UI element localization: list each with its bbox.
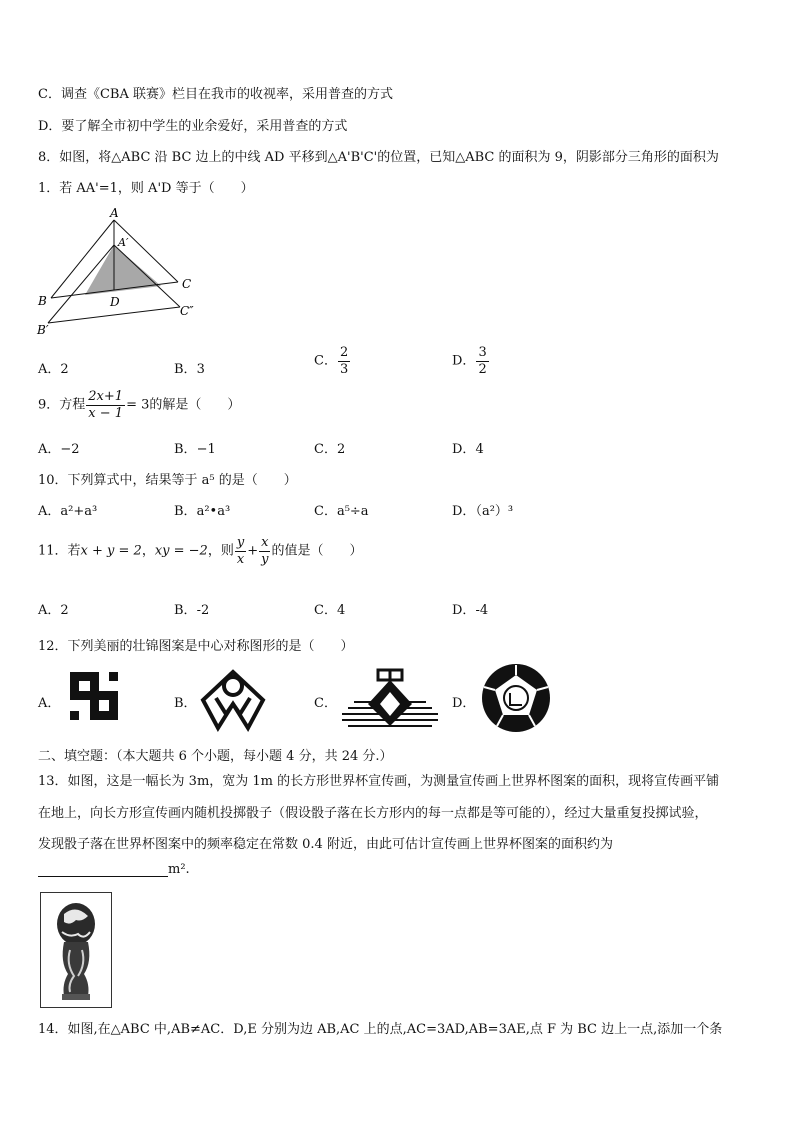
q8-stem-line2: 1．若 AA'=1，则 A'D 等于（ ） [38,181,254,196]
answer-blank[interactable] [38,862,168,877]
q10-stem: 10．下列算式中，结果等于 a⁵ 的是（ ） [38,473,297,488]
q9-option-b[interactable]: B．−1 [174,442,216,457]
q13-answer-line [38,862,190,877]
q12-option-b-label[interactable]: B． [174,696,197,711]
prev-option-d: D．要了解全市初中学生的业余爱好，采用普查的方式 [38,119,348,134]
q9-prefix: 9．方程 [38,397,86,413]
q12-pattern-c[interactable] [338,664,442,734]
q10-option-b[interactable]: B．a²•a³ [174,504,231,519]
option-letter: D． [452,353,476,369]
unit: m². [168,862,190,877]
q9-option-a[interactable]: A．−2 [38,442,80,457]
q11-fraction-2: $\frac{x}{y}$ [261,535,269,567]
label-B: B [38,294,47,308]
option-letter: B． [174,362,197,377]
fraction: $\frac{3}{2}$ [478,345,487,377]
q11-fraction-1: $\frac{y}{x}$ [236,535,245,567]
q11-option-d[interactable]: D．-4 [452,603,489,618]
q9-stem [38,390,240,420]
section-2-heading: 二、填空题：（本大题共 6 个小题，每小题 4 分，共 24 分.） [38,749,393,764]
label-C-double-prime: C″ [180,304,194,318]
q11-option-b[interactable]: B．-2 [174,603,210,618]
q12-stem: 12．下列美丽的壮锦图案是中心对称图形的是（ ） [38,639,354,654]
q14-line1: 14．如图,在△ABC 中,AB≠AC．D,E 分别为边 AB,AC 上的点,AC=3AD,AB=3AE,点 F 为 BC 边上一点,添加一个条 [38,1022,723,1037]
q8-option-a[interactable] [38,358,69,377]
q13-line1: 13．如图，这是一幅长为 3m，宽为 1m 的长方形世界杯宣传画，为测量宣传画上世界杯图案的面积，现将宣传画平铺 [38,774,720,789]
q12-option-d-label[interactable]: D． [452,696,476,711]
q9-option-d[interactable]: D．4 [452,442,484,457]
fraction: $\frac{2}{3}$ [339,345,349,377]
q8-option-c[interactable] [314,346,351,376]
q8-option-d[interactable] [452,346,490,376]
option-value: 3 [196,362,205,377]
q12-option-a-label[interactable]: A． [38,696,61,711]
q13-line3: 发现骰子落在世界杯图案中的频率稳定在常数 0.4 附近，由此可估计宣传画上世界杯图案的面积约为 [38,837,613,852]
q9-suffix: 的解是（ ） [149,397,241,413]
option-letter: A． [38,362,61,377]
q12-pattern-b[interactable] [196,664,270,734]
q13-line2: 在地上，向长方形宣传画内随机投掷骰子（假设骰子落在长方形内的每一点都是等可能的），经过大量重复投掷试验， [38,806,708,821]
q10-option-a[interactable]: A．a²+a³ [38,504,98,519]
option-letter: C． [314,353,337,369]
label-B-prime: B′ [37,323,49,337]
q12-option-c-label[interactable]: C． [314,696,337,711]
q8-stem-line1: 8．如图，将△ABC 沿 BC 边上的中线 AD 平移到△A'B'C'的位置，已知△ABC 的面积为 9，阴影部分三角形的面积为 [38,150,719,165]
label-C: C [182,277,192,291]
q12-pattern-d[interactable] [480,663,552,733]
q11-stem: 11．若x + y = 2，xy = −2，则 $\frac{y}{x}$ + $\frac{x}{y}$ 的值是（ ） [38,535,363,567]
q8-option-b[interactable] [174,358,205,377]
q10-option-d[interactable]: D．（a²）³ [452,504,514,519]
q8-triangle-figure [34,206,204,340]
label-D: D [110,295,120,309]
q11-option-a[interactable]: A．2 [38,603,69,618]
label-A: A [110,206,119,220]
label-A-prime: A′ [118,236,129,249]
option-value: 2 [60,362,69,377]
q12-pattern-a[interactable] [62,668,126,724]
q9-fraction: $\frac{2x+1}{x - 1}$ [88,389,124,421]
q11-option-c[interactable]: C．4 [314,603,346,618]
world-cup-trophy-image [40,892,112,1008]
q10-option-c[interactable]: C．a⁵÷a [314,504,369,519]
q9-option-c[interactable]: C．2 [314,442,346,457]
prev-option-c: C．调查《CBA 联赛》栏目在我市的收视率，采用普查的方式 [38,87,393,102]
q9-equals: = 3 [126,397,150,413]
